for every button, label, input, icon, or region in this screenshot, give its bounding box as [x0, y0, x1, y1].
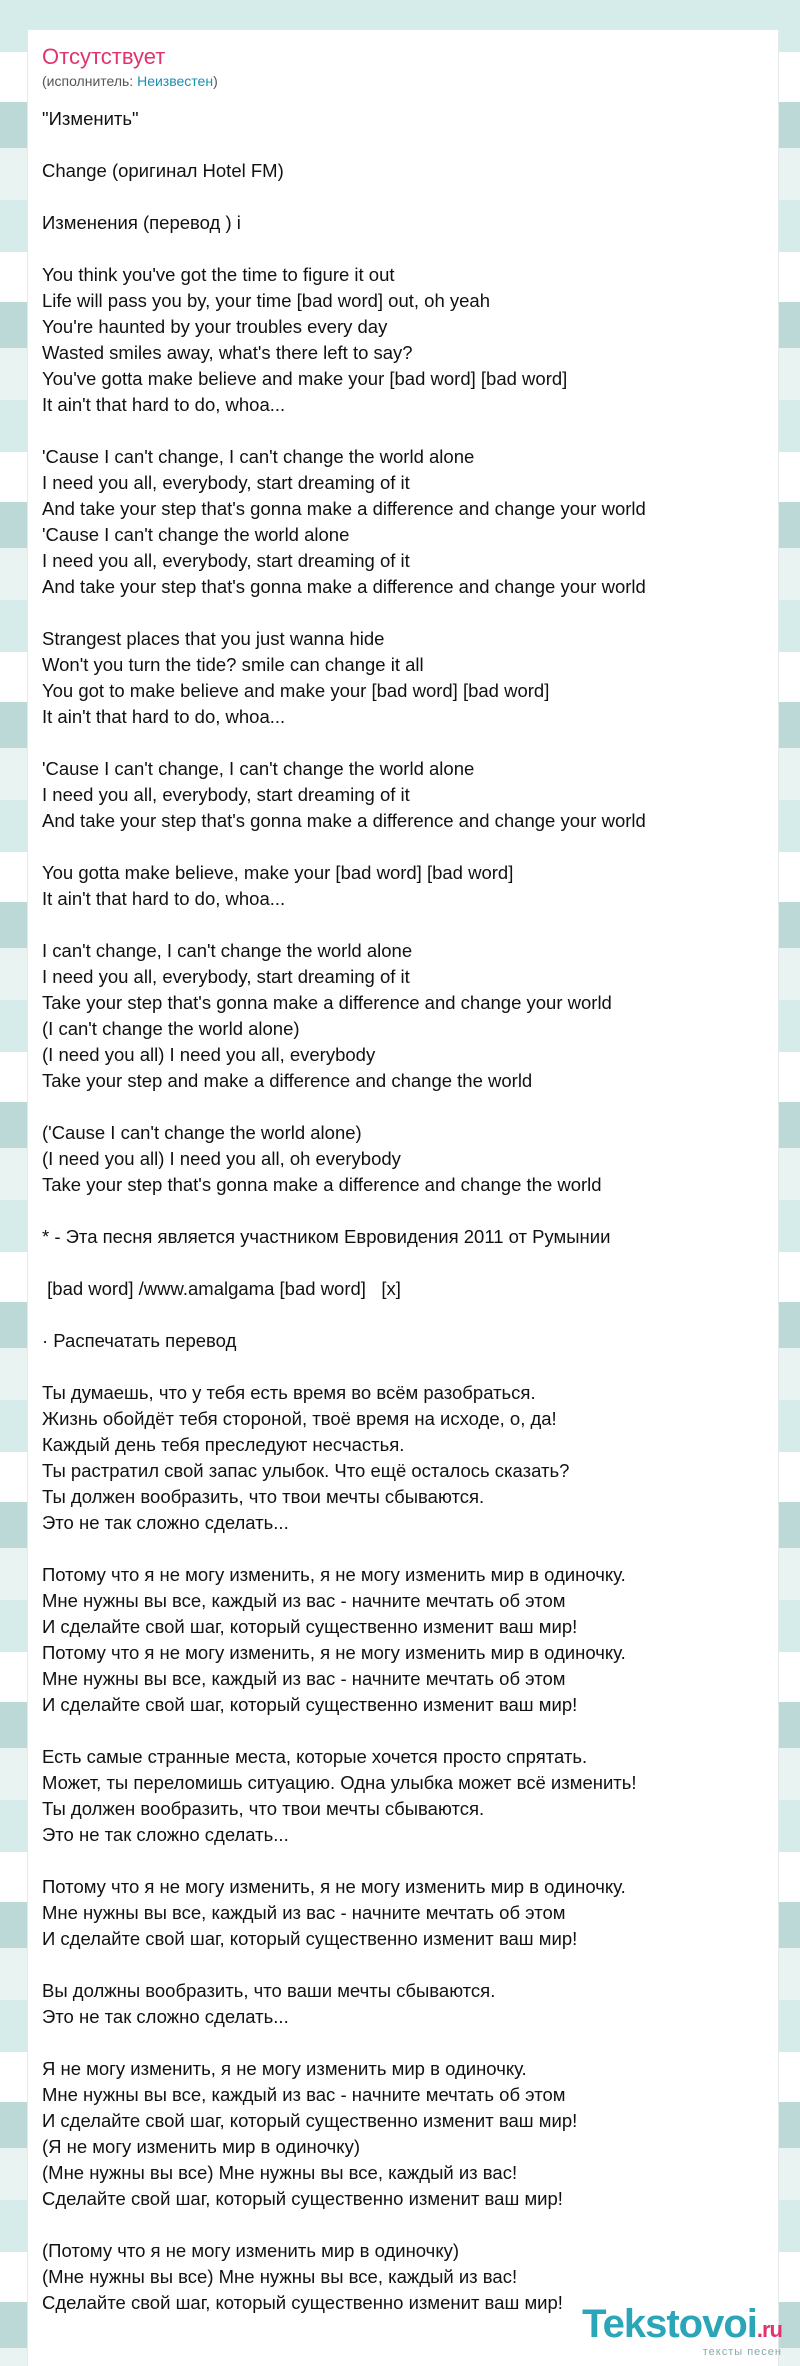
lyrics-spacer — [42, 418, 772, 444]
watermark-tld: .ru — [756, 2317, 782, 2342]
lyric-line: I need you all, everybody, start dreaming of it — [42, 550, 410, 571]
lyric-line: Ты думаешь, что у тебя есть время во всём разобраться. — [42, 1382, 536, 1403]
lyric-line[interactable]: · Распечатать перевод — [42, 1330, 237, 1351]
performer-prefix: (исполнитель: — [42, 73, 138, 89]
lyric-line: Strangest places that you just wanna hide — [42, 628, 385, 649]
lyric-line: 'Cause I can't change, I can't change the world alone — [42, 446, 475, 467]
lyrics-spacer — [42, 1952, 772, 1978]
lyrics-spacer — [42, 1094, 772, 1120]
lyric-line: (Мне нужны вы все) Мне нужны вы все, каждый из вас! — [42, 2162, 518, 2183]
lyric-line: Я не могу изменить, я не могу изменить мир в одиночку. — [42, 2058, 527, 2079]
lyric-line: Изменения (перевод ) i — [42, 212, 241, 233]
lyric-line: Won't you turn the tide? smile can change it all — [42, 654, 424, 675]
lyric-line: Мне нужны вы все, каждый из вас - начните мечтать об этом — [42, 1590, 566, 1611]
lyric-line: Мне нужны вы все, каждый из вас - начните мечтать об этом — [42, 2084, 566, 2105]
lyric-line: Может, ты переломишь ситуацию. Одна улыбка может всё изменить! — [42, 1772, 637, 1793]
lyric-line: Ты должен вообразить, что твои мечты сбываются. — [42, 1486, 485, 1507]
performer-line — [42, 72, 218, 90]
lyric-line: Ты должен вообразить, что твои мечты сбываются. — [42, 1798, 485, 1819]
lyric-line: I need you all, everybody, start dreaming of it — [42, 784, 410, 805]
lyric-line: Wasted smiles away, what's there left to say? — [42, 342, 413, 363]
lyric-line: You gotta make believe, make your [bad word] [bad word] — [42, 862, 514, 883]
lyrics-spacer — [42, 912, 772, 938]
lyric-line: Потому что я не могу изменить, я не могу изменить мир в одиночку. — [42, 1564, 626, 1585]
lyrics-spacer — [42, 1848, 772, 1874]
lyrics-spacer — [42, 132, 772, 158]
lyric-line: You got to make believe and make your [bad word] [bad word] — [42, 680, 550, 701]
lyric-line: I can't change, I can't change the world alone — [42, 940, 413, 961]
performer-link[interactable]: Неизвестен — [137, 73, 214, 89]
watermark-logo — [582, 2304, 782, 2350]
lyrics-spacer — [42, 236, 772, 262]
lyric-line: Вы должны вообразить, что ваши мечты сбываются. — [42, 1980, 496, 2001]
lyric-line: Потому что я не могу изменить, я не могу изменить мир в одиночку. — [42, 1642, 626, 1663]
lyric-line: Это не так сложно сделать... — [42, 1512, 289, 1533]
lyric-line: (I need you all) I need you all, everybody — [42, 1044, 376, 1065]
lyric-line: And take your step that's gonna make a difference and change your world — [42, 498, 646, 519]
lyric-line: You've gotta make believe and make your [bad word] [bad word] — [42, 368, 568, 389]
lyric-line: (Я не могу изменить мир в одиночку) — [42, 2136, 360, 2157]
lyric-line: Сделайте свой шаг, который существенно изменит ваш мир! — [42, 2188, 563, 2209]
lyric-line: (Мне нужны вы все) Мне нужны вы все, каждый из вас! — [42, 2266, 518, 2287]
lyric-line: "Изменить" — [42, 108, 139, 129]
lyric-line: It ain't that hard to do, whoa... — [42, 394, 286, 415]
lyric-line: Ты растратил свой запас улыбок. Что ещё осталось сказать? — [42, 1460, 570, 1481]
lyrics-spacer — [42, 1354, 772, 1380]
lyric-line: Change (оригинал Hotel FM) — [42, 160, 284, 181]
lyrics-spacer — [42, 600, 772, 626]
lyric-line: И сделайте свой шаг, который существенно изменит ваш мир! — [42, 1616, 578, 1637]
lyric-line: Take your step that's gonna make a difference and change your world — [42, 992, 612, 1013]
lyrics-spacer — [42, 1198, 772, 1224]
watermark-tagline: тексты песен — [702, 2346, 782, 2358]
lyric-line: It ain't that hard to do, whoa... — [42, 888, 286, 909]
lyric-line: Сделайте свой шаг, который существенно изменит ваш мир! — [42, 2292, 563, 2313]
lyric-line: Take your step and make a difference and change the world — [42, 1070, 533, 1091]
lyrics-spacer — [42, 1250, 772, 1276]
lyrics-spacer — [42, 2030, 772, 2056]
lyric-line: I need you all, everybody, start dreaming of it — [42, 966, 410, 987]
lyrics-spacer — [42, 1536, 772, 1562]
lyric-line: 'Cause I can't change the world alone — [42, 524, 350, 545]
lyric-line: Есть самые странные места, которые хочется просто спрятать. — [42, 1746, 588, 1767]
lyric-line: Take your step that's gonna make a difference and change the world — [42, 1174, 602, 1195]
lyric-line[interactable]: [bad word] /www.amalgama [bad word] [x] — [42, 1278, 401, 1299]
lyric-line: И сделайте свой шаг, который существенно изменит ваш мир! — [42, 1928, 578, 1949]
lyric-line: Мне нужны вы все, каждый из вас - начните мечтать об этом — [42, 1902, 566, 1923]
performer-suffix: ) — [213, 73, 218, 89]
lyric-line: I need you all, everybody, start dreaming of it — [42, 472, 410, 493]
lyrics-body — [42, 106, 772, 2316]
lyrics-spacer — [42, 1718, 772, 1744]
lyric-line: You think you've got the time to figure it out — [42, 264, 395, 285]
lyric-line: 'Cause I can't change, I can't change the world alone — [42, 758, 475, 779]
lyric-line: Мне нужны вы все, каждый из вас - начните мечтать об этом — [42, 1668, 566, 1689]
lyric-line: Каждый день тебя преследуют несчастья. — [42, 1434, 405, 1455]
lyric-line: * - Эта песня является участником Евровидения 2011 от Румынии — [42, 1226, 611, 1247]
lyrics-spacer — [42, 1302, 772, 1328]
lyric-line: (I can't change the world alone) — [42, 1018, 300, 1039]
lyric-line: Это не так сложно сделать... — [42, 1824, 289, 1845]
watermark-brand: Tekstovoi — [582, 2302, 757, 2346]
content-card — [28, 30, 778, 2366]
lyric-line: Life will pass you by, your time [bad word] out, oh yeah — [42, 290, 491, 311]
lyrics-spacer — [42, 834, 772, 860]
lyric-line: (Потому что я не могу изменить мир в одиночку) — [42, 2240, 460, 2261]
site-watermark — [582, 2304, 782, 2358]
lyric-line: You're haunted by your troubles every day — [42, 316, 388, 337]
lyric-line: And take your step that's gonna make a difference and change your world — [42, 576, 646, 597]
lyric-line: And take your step that's gonna make a difference and change your world — [42, 810, 646, 831]
lyrics-spacer — [42, 730, 772, 756]
lyric-line: Это не так сложно сделать... — [42, 2006, 289, 2027]
lyric-line: It ain't that hard to do, whoa... — [42, 706, 286, 727]
lyrics-spacer — [42, 2212, 772, 2238]
lyric-line: Жизнь обойдёт тебя стороной, твоё время на исходе, о, да! — [42, 1408, 557, 1429]
lyric-line: И сделайте свой шаг, который существенно изменит ваш мир! — [42, 1694, 578, 1715]
lyrics-spacer — [42, 184, 772, 210]
lyric-line: (I need you all) I need you all, oh everybody — [42, 1148, 401, 1169]
lyric-line: И сделайте свой шаг, который существенно изменит ваш мир! — [42, 2110, 578, 2131]
song-header — [42, 44, 218, 90]
lyric-line: Потому что я не могу изменить, я не могу изменить мир в одиночку. — [42, 1876, 626, 1897]
song-title: Отсутствует — [42, 44, 166, 69]
lyric-line: ('Cause I can't change the world alone) — [42, 1122, 362, 1143]
